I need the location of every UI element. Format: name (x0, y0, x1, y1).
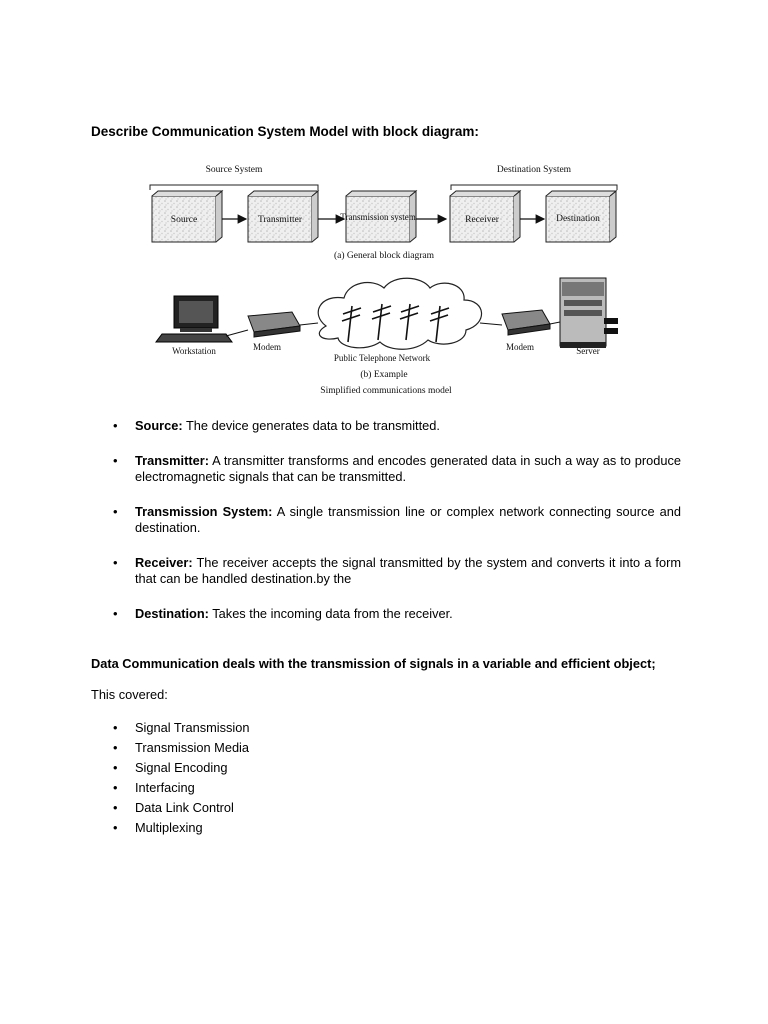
block-transmitter (248, 191, 318, 242)
page-heading: Describe Communication System Model with block diagram: (91, 124, 479, 139)
caption-b: (b) Example (360, 370, 408, 380)
topic-item: • Signal Transmission (91, 718, 250, 738)
definition-text: Takes the incoming data from the receiver. (208, 605, 453, 621)
block-source (152, 191, 222, 242)
definition-receiver (91, 555, 681, 588)
link-modem-network-left (300, 323, 318, 325)
definition-term: Source: (135, 418, 183, 433)
topic-item: • Multiplexing (91, 818, 250, 838)
definition-transmitter (91, 453, 681, 486)
block-receiver-label: Receiver (465, 215, 499, 225)
definition-source (91, 418, 681, 435)
source-system-brace (150, 185, 318, 190)
block-destination-label: Destination (556, 214, 600, 224)
source-system-label: Source System (205, 165, 263, 175)
link-workstation-modem (226, 330, 248, 336)
network-label: Public Telephone Network (333, 353, 431, 363)
definition-destination (91, 606, 681, 623)
destination-system-brace (451, 185, 617, 190)
block-receiver (450, 191, 520, 242)
topic-item: • Signal Encoding (91, 758, 250, 778)
definition-text: The receiver accepts the signal transmitted by the system and converts it into a form that can be handled destination.by the (135, 554, 681, 586)
topics-list (91, 718, 250, 838)
block-transmission-system (340, 191, 416, 242)
modem-left-icon (248, 312, 300, 337)
block-destination (546, 191, 616, 242)
block-transmission-system-label: Transmission system (340, 212, 416, 222)
server-label: Server (576, 346, 600, 356)
figure-svg (140, 158, 640, 408)
destination-system-label: Destination System (496, 165, 572, 175)
link-modem-server (550, 322, 560, 324)
figure-title: Simplified communications model (320, 386, 452, 396)
definition-transmission-system (91, 504, 681, 537)
definition-term: Transmitter: (135, 452, 209, 468)
data-communication-paragraph: Data Communication deals with the transmission of signals in a variable and efficient object; (91, 656, 656, 671)
public-telephone-network-cloud (318, 278, 481, 349)
workstation-label: Workstation (172, 346, 216, 356)
server-icon (560, 278, 618, 348)
block-transmitter-label: Transmitter (258, 215, 302, 225)
block-source-label: Source (170, 215, 198, 225)
definition-term: Receiver: (135, 554, 193, 570)
topic-item: • Data Link Control (91, 798, 250, 818)
communications-model-figure (140, 158, 640, 408)
modem-right-label: Modem (506, 342, 534, 352)
workstation-icon (156, 296, 232, 342)
definitions-list (91, 418, 681, 640)
modem-left-label: Modem (253, 342, 281, 352)
caption-a: (a) General block diagram (334, 251, 434, 261)
definition-text: The device generates data to be transmitted. (182, 418, 440, 433)
this-covered-paragraph: This covered: (91, 687, 168, 702)
definition-text: A transmitter transforms and encodes generated data in such a way as to produce electromagnetic signals that can be transmitted. (135, 452, 681, 484)
definition-text: A single transmission line or complex network connecting source and destination. (135, 503, 681, 535)
definition-term: Destination: (135, 605, 209, 621)
topic-item: • Transmission Media (91, 738, 250, 758)
link-network-modem-right (480, 323, 502, 325)
modem-right-icon (502, 310, 550, 335)
topic-item: • Interfacing (91, 778, 250, 798)
definition-term: Transmission System: (135, 503, 273, 519)
